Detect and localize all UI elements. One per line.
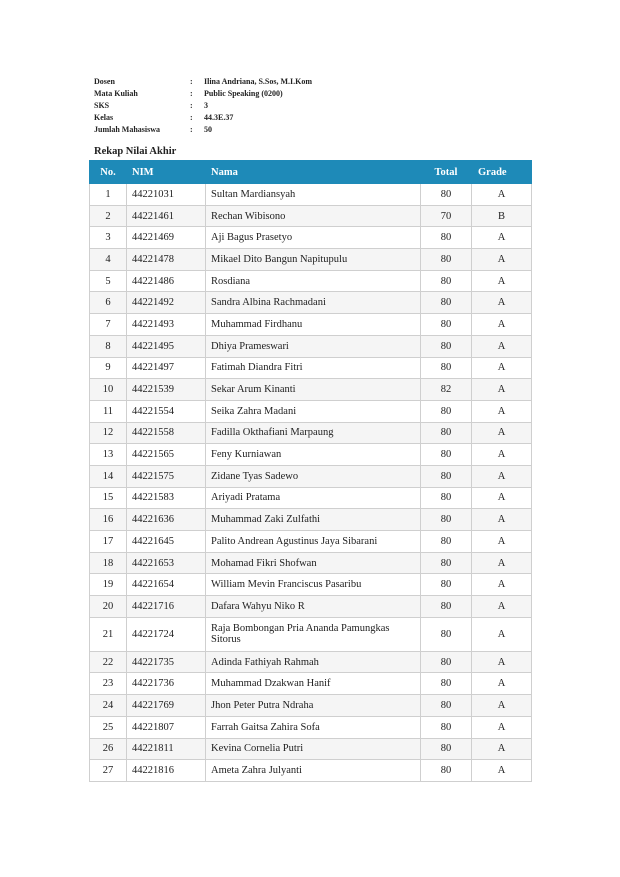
cell-no: 11 bbox=[90, 400, 127, 422]
cell-nim: 44221807 bbox=[127, 716, 206, 738]
info-row-sks bbox=[94, 100, 312, 112]
cell-nim: 44221469 bbox=[127, 227, 206, 249]
cell-no: 22 bbox=[90, 651, 127, 673]
cell-nim: 44221811 bbox=[127, 738, 206, 760]
table-row bbox=[90, 379, 532, 401]
cell-grade: A bbox=[472, 357, 532, 379]
cell-nim: 44221816 bbox=[127, 760, 206, 782]
cell-nama: Fadilla Okthafiani Marpaung bbox=[206, 422, 421, 444]
cell-total: 80 bbox=[421, 444, 472, 466]
table-row bbox=[90, 673, 532, 695]
cell-no: 8 bbox=[90, 335, 127, 357]
cell-nim: 44221654 bbox=[127, 574, 206, 596]
cell-grade: A bbox=[472, 716, 532, 738]
cell-no: 16 bbox=[90, 509, 127, 531]
table-row bbox=[90, 184, 532, 206]
cell-no: 1 bbox=[90, 184, 127, 206]
table-row bbox=[90, 335, 532, 357]
info-separator: : bbox=[190, 77, 193, 86]
cell-nama: Dhiya Prameswari bbox=[206, 335, 421, 357]
table-row bbox=[90, 509, 532, 531]
info-label: Dosen bbox=[94, 77, 115, 86]
info-row-dosen bbox=[94, 76, 312, 88]
info-label: Jumlah Mahasiswa bbox=[94, 125, 161, 134]
cell-nama: Mikael Dito Bangun Napitupulu bbox=[206, 249, 421, 271]
cell-grade: A bbox=[472, 738, 532, 760]
cell-nim: 44221645 bbox=[127, 531, 206, 553]
cell-total: 80 bbox=[421, 673, 472, 695]
cell-grade: A bbox=[472, 651, 532, 673]
info-separator: : bbox=[190, 101, 193, 110]
cell-nama: Fatimah Diandra Fitri bbox=[206, 357, 421, 379]
table-row bbox=[90, 292, 532, 314]
cell-total: 82 bbox=[421, 379, 472, 401]
cell-nim: 44221653 bbox=[127, 552, 206, 574]
cell-nim: 44221724 bbox=[127, 617, 206, 651]
cell-no: 20 bbox=[90, 596, 127, 618]
table-row bbox=[90, 205, 532, 227]
cell-total: 80 bbox=[421, 738, 472, 760]
cell-nim: 44221736 bbox=[127, 673, 206, 695]
cell-nama: Dafara Wahyu Niko R bbox=[206, 596, 421, 618]
cell-total: 80 bbox=[421, 509, 472, 531]
cell-nama: Sultan Mardiansyah bbox=[206, 184, 421, 206]
table-row bbox=[90, 738, 532, 760]
cell-total: 80 bbox=[421, 651, 472, 673]
cell-grade: A bbox=[472, 617, 532, 651]
column-header-grade: Grade bbox=[472, 161, 532, 184]
cell-nim: 44221031 bbox=[127, 184, 206, 206]
info-row-jumlah-mahasiswa bbox=[94, 124, 312, 136]
table-header-row bbox=[90, 161, 532, 184]
cell-nama: Muhammad Firdhanu bbox=[206, 314, 421, 336]
cell-nama: Farrah Gaitsa Zahira Sofa bbox=[206, 716, 421, 738]
cell-grade: A bbox=[472, 422, 532, 444]
cell-nama: Seika Zahra Madani bbox=[206, 400, 421, 422]
cell-nama: Mohamad Fikri Shofwan bbox=[206, 552, 421, 574]
info-separator: : bbox=[190, 89, 193, 98]
cell-grade: A bbox=[472, 531, 532, 553]
section-title: Rekap Nilai Akhir bbox=[94, 146, 177, 157]
cell-nama: Palito Andrean Agustinus Jaya Sibarani bbox=[206, 531, 421, 553]
cell-nama: Ariyadi Pratama bbox=[206, 487, 421, 509]
cell-no: 12 bbox=[90, 422, 127, 444]
table-row bbox=[90, 716, 532, 738]
table-row bbox=[90, 695, 532, 717]
cell-grade: A bbox=[472, 184, 532, 206]
cell-nim: 44221558 bbox=[127, 422, 206, 444]
info-value: 50 bbox=[204, 125, 212, 134]
cell-no: 4 bbox=[90, 249, 127, 271]
info-label: Mata Kuliah bbox=[94, 89, 138, 98]
cell-total: 80 bbox=[421, 760, 472, 782]
cell-nim: 44221575 bbox=[127, 465, 206, 487]
cell-nama: Raja Bombongan Pria Ananda Pamungkas Sitorus bbox=[206, 617, 421, 651]
column-header-no: No. bbox=[90, 161, 127, 184]
cell-no: 6 bbox=[90, 292, 127, 314]
table-row bbox=[90, 760, 532, 782]
cell-nama: Ameta Zahra Julyanti bbox=[206, 760, 421, 782]
cell-grade: A bbox=[472, 596, 532, 618]
table-row bbox=[90, 270, 532, 292]
table-row bbox=[90, 357, 532, 379]
cell-no: 15 bbox=[90, 487, 127, 509]
cell-no: 18 bbox=[90, 552, 127, 574]
info-separator: : bbox=[190, 113, 193, 122]
info-separator: : bbox=[190, 125, 193, 134]
cell-nim: 44221583 bbox=[127, 487, 206, 509]
table-row bbox=[90, 552, 532, 574]
cell-no: 7 bbox=[90, 314, 127, 336]
cell-nim: 44221478 bbox=[127, 249, 206, 271]
cell-total: 80 bbox=[421, 249, 472, 271]
cell-grade: A bbox=[472, 270, 532, 292]
cell-total: 80 bbox=[421, 574, 472, 596]
cell-total: 80 bbox=[421, 552, 472, 574]
cell-total: 80 bbox=[421, 422, 472, 444]
cell-total: 80 bbox=[421, 270, 472, 292]
info-value: 44.3E.37 bbox=[204, 113, 234, 122]
cell-nama: Feny Kurniawan bbox=[206, 444, 421, 466]
cell-nim: 44221769 bbox=[127, 695, 206, 717]
table-row bbox=[90, 651, 532, 673]
cell-no: 26 bbox=[90, 738, 127, 760]
cell-nim: 44221554 bbox=[127, 400, 206, 422]
info-label: SKS bbox=[94, 101, 110, 110]
cell-no: 9 bbox=[90, 357, 127, 379]
cell-nama: Kevina Cornelia Putri bbox=[206, 738, 421, 760]
cell-total: 80 bbox=[421, 227, 472, 249]
cell-nama: Zidane Tyas Sadewo bbox=[206, 465, 421, 487]
cell-nama: Muhammad Dzakwan Hanif bbox=[206, 673, 421, 695]
cell-nama: William Mevin Franciscus Pasaribu bbox=[206, 574, 421, 596]
cell-total: 80 bbox=[421, 292, 472, 314]
cell-total: 80 bbox=[421, 695, 472, 717]
cell-grade: A bbox=[472, 444, 532, 466]
cell-nama: Muhammad Zaki Zulfathi bbox=[206, 509, 421, 531]
cell-nama: Sekar Arum Kinanti bbox=[206, 379, 421, 401]
cell-grade: A bbox=[472, 552, 532, 574]
cell-grade: A bbox=[472, 314, 532, 336]
cell-grade: A bbox=[472, 227, 532, 249]
cell-no: 25 bbox=[90, 716, 127, 738]
grades-table bbox=[89, 160, 532, 782]
cell-no: 23 bbox=[90, 673, 127, 695]
cell-grade: B bbox=[472, 205, 532, 227]
cell-nim: 44221497 bbox=[127, 357, 206, 379]
info-row-kelas bbox=[94, 112, 312, 124]
table-row bbox=[90, 574, 532, 596]
table-row bbox=[90, 227, 532, 249]
cell-nim: 44221461 bbox=[127, 205, 206, 227]
info-value: Ilina Andriana, S.Sos, M.I.Kom bbox=[204, 77, 313, 86]
cell-no: 5 bbox=[90, 270, 127, 292]
table-row bbox=[90, 314, 532, 336]
cell-no: 17 bbox=[90, 531, 127, 553]
info-value: Public Speaking (0200) bbox=[204, 89, 283, 98]
cell-nim: 44221539 bbox=[127, 379, 206, 401]
cell-nim: 44221565 bbox=[127, 444, 206, 466]
cell-grade: A bbox=[472, 249, 532, 271]
cell-no: 19 bbox=[90, 574, 127, 596]
column-header-nim: NIM bbox=[127, 161, 206, 184]
cell-total: 80 bbox=[421, 314, 472, 336]
cell-total: 80 bbox=[421, 487, 472, 509]
info-row-mata-kuliah bbox=[94, 88, 312, 100]
cell-total: 80 bbox=[421, 335, 472, 357]
table-body bbox=[90, 184, 532, 782]
cell-total: 80 bbox=[421, 531, 472, 553]
column-header-total: Total bbox=[421, 161, 472, 184]
cell-grade: A bbox=[472, 695, 532, 717]
cell-total: 80 bbox=[421, 617, 472, 651]
table-row bbox=[90, 596, 532, 618]
cell-grade: A bbox=[472, 574, 532, 596]
cell-total: 80 bbox=[421, 400, 472, 422]
cell-nim: 44221495 bbox=[127, 335, 206, 357]
cell-nim: 44221493 bbox=[127, 314, 206, 336]
cell-no: 14 bbox=[90, 465, 127, 487]
cell-nama: Sandra Albina Rachmadani bbox=[206, 292, 421, 314]
cell-grade: A bbox=[472, 379, 532, 401]
cell-nama: Rechan Wibisono bbox=[206, 205, 421, 227]
cell-nama: Aji Bagus Prasetyo bbox=[206, 227, 421, 249]
table-row bbox=[90, 617, 532, 651]
cell-grade: A bbox=[472, 760, 532, 782]
cell-nama: Adinda Fathiyah Rahmah bbox=[206, 651, 421, 673]
cell-total: 80 bbox=[421, 716, 472, 738]
table-row bbox=[90, 249, 532, 271]
table-row bbox=[90, 444, 532, 466]
cell-nama: Rosdiana bbox=[206, 270, 421, 292]
cell-no: 3 bbox=[90, 227, 127, 249]
cell-total: 80 bbox=[421, 184, 472, 206]
table-row bbox=[90, 487, 532, 509]
info-label: Kelas bbox=[94, 113, 114, 122]
cell-grade: A bbox=[472, 400, 532, 422]
cell-no: 24 bbox=[90, 695, 127, 717]
cell-grade: A bbox=[472, 292, 532, 314]
table-row bbox=[90, 422, 532, 444]
cell-nim: 44221492 bbox=[127, 292, 206, 314]
table-row bbox=[90, 465, 532, 487]
cell-nim: 44221486 bbox=[127, 270, 206, 292]
table-row bbox=[90, 400, 532, 422]
info-value: 3 bbox=[204, 101, 208, 110]
course-info bbox=[94, 76, 312, 136]
cell-grade: A bbox=[472, 673, 532, 695]
cell-no: 10 bbox=[90, 379, 127, 401]
cell-nim: 44221636 bbox=[127, 509, 206, 531]
cell-total: 70 bbox=[421, 205, 472, 227]
cell-grade: A bbox=[472, 335, 532, 357]
cell-grade: A bbox=[472, 509, 532, 531]
cell-grade: A bbox=[472, 465, 532, 487]
cell-total: 80 bbox=[421, 357, 472, 379]
cell-nama: Jhon Peter Putra Ndraha bbox=[206, 695, 421, 717]
cell-nim: 44221735 bbox=[127, 651, 206, 673]
cell-nim: 44221716 bbox=[127, 596, 206, 618]
column-header-nama: Nama bbox=[206, 161, 421, 184]
cell-grade: A bbox=[472, 487, 532, 509]
cell-no: 13 bbox=[90, 444, 127, 466]
cell-no: 2 bbox=[90, 205, 127, 227]
cell-no: 27 bbox=[90, 760, 127, 782]
cell-no: 21 bbox=[90, 617, 127, 651]
table-row bbox=[90, 531, 532, 553]
cell-total: 80 bbox=[421, 465, 472, 487]
cell-total: 80 bbox=[421, 596, 472, 618]
